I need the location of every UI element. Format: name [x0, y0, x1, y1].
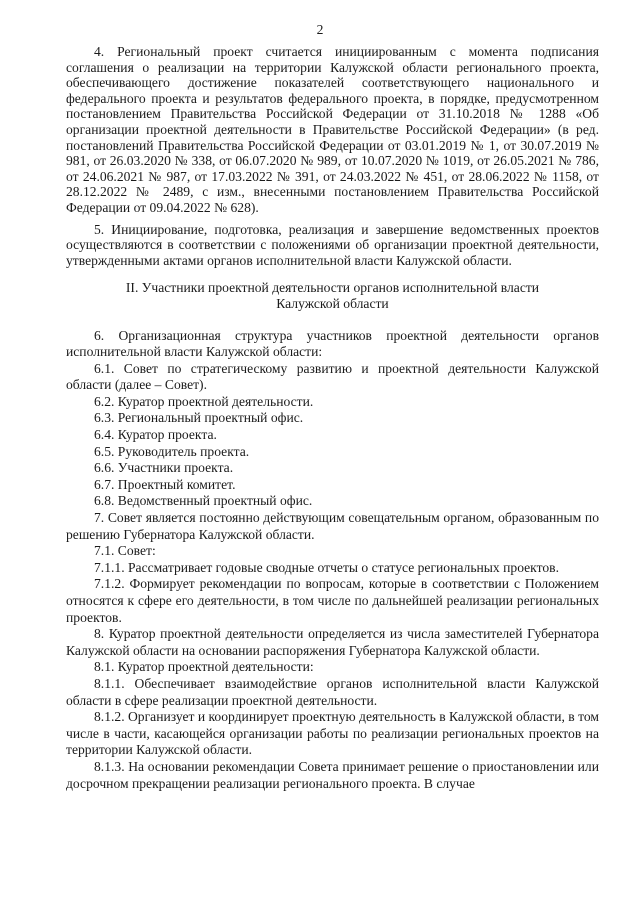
paragraph-6-1: 6.1. Совет по стратегическому развитию и проектной деятельности Калужской области (далее – Совет).	[66, 360, 599, 393]
paragraph-7-1-2: 7.1.2. Формирует рекомендации по вопросам, которые в соответствии с Положением относятся к сфере его деятельности, в том числе по дальнейшей реализации региональных проектов.	[66, 576, 599, 625]
paragraph-8-1-3: 8.1.3. На основании рекомендации Совета принимает решение о приостановлении или досрочном прекращении реализации регионального проекта. В случае	[66, 758, 599, 791]
paragraph-4: 4. Региональный проект считается инициированным с момента подписания соглашения о реализации на территории Калужской области регионального проекта, обеспечивающего достижение показателей соответствующего национального и федерального проекта и результатов федерального проекта, в порядке, предусмотренном постановлением Правительства Российской Федерации от 31.10.2018 № 1288 «Об организации проектной деятельности в Правительстве Российской Федерации» (в ред. постановлений Правительства Российской Федерации от 03.01.2019 № 1, от 30.07.2019 № 981, от 26.03.2020 № 338, от 06.07.2020 № 989, от 10.07.2020 № 1019, от 26.05.2021 № 786, от 24.06.2021 № 987, от 17.03.2022 № 391, от 24.03.2022 № 451, от 28.06.2022 № 1158, от 28.12.2022 № 2489, с изм., внесенными постановлением Правительства Российской Федерации от 09.04.2022 № 628).	[66, 44, 599, 215]
paragraph-6-4: 6.4. Куратор проекта.	[94, 427, 217, 443]
paragraph-6-5: 6.5. Руководитель проекта.	[94, 443, 250, 459]
section-heading-line-2: Калужской области	[276, 295, 389, 311]
paragraph-6-7: 6.7. Проектный комитет.	[94, 476, 236, 492]
paragraph-8-1-1: 8.1.1. Обеспечивает взаимодействие органов исполнительной власти Калужской области в сфере реализации проектной деятельности.	[66, 675, 599, 708]
paragraph-8-1: 8.1. Куратор проектной деятельности:	[94, 659, 314, 675]
section-2-content	[66, 328, 599, 793]
paragraph-7: 7. Совет является постоянно действующим совещательным органом, образованным по решению Губернатора Калужской области.	[66, 510, 599, 542]
section-heading-line-1: II. Участники проектной деятельности органов исполнительной власти	[125, 280, 540, 296]
paragraph-7-1-1: 7.1.1. Рассматривает годовые сводные отчеты о статусе региональных проектов.	[94, 559, 559, 575]
paragraph-6-6: 6.6. Участники проекта.	[94, 460, 234, 476]
paragraph-8: 8. Куратор проектной деятельности определяется из числа заместителей Губернатора Калужской области на основании распоряжения Губернатора Калужской области.	[66, 626, 599, 658]
paragraph-5: 5. Инициирование, подготовка, реализация и завершение ведомственных проектов осуществляются в соответствии с положениями об организации проектной деятельности, утвержденными актами органов исполнительной власти Калужской области.	[66, 221, 599, 268]
paragraph-8-1-2: 8.1.2. Организует и координирует проектную деятельность в Калужской области, в том числе в части, касающейся организации работы по реализации региональных проектов на территории Калужской области.	[66, 709, 599, 758]
paragraph-6-3: 6.3. Региональный проектный офис.	[94, 410, 304, 426]
paragraph-6-8: 6.8. Ведомственный проектный офис.	[94, 493, 313, 509]
document-body	[66, 44, 599, 792]
paragraph-7-1: 7.1. Совет:	[94, 543, 156, 559]
page-number: 2	[316, 22, 324, 37]
section-heading	[66, 280, 599, 311]
paragraph-6-2: 6.2. Куратор проектной деятельности.	[94, 393, 314, 409]
paragraph-6: 6. Организационная структура участников проектной деятельности органов исполнительной власти Калужской области:	[66, 327, 599, 360]
